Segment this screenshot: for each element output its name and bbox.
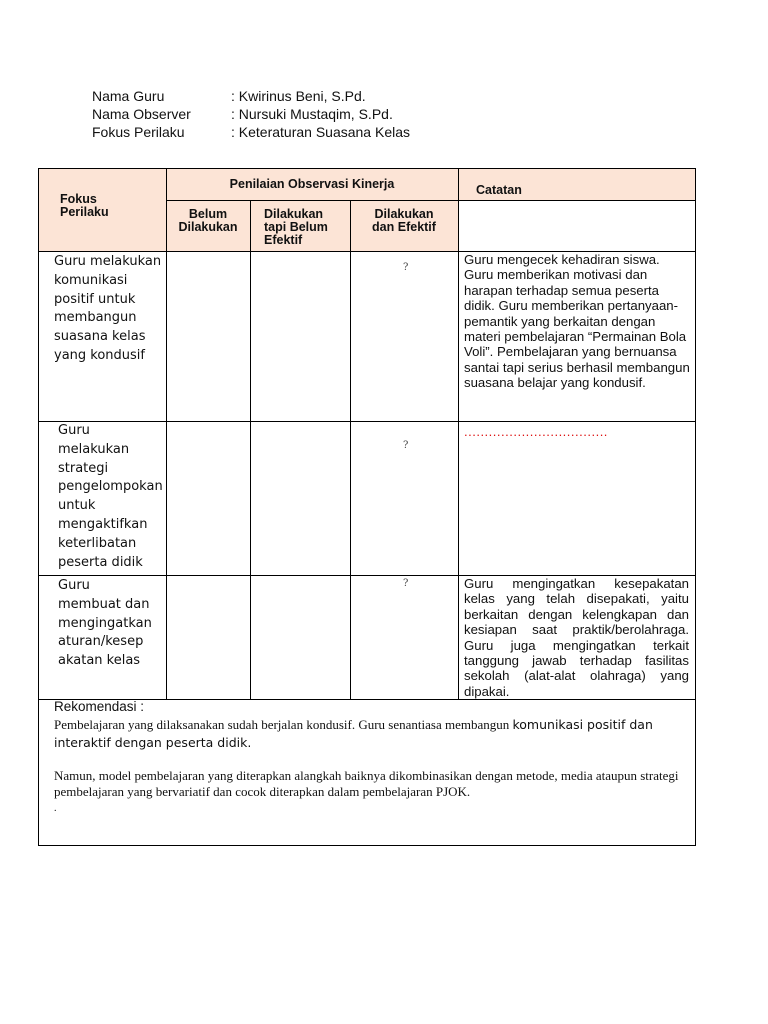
rekomendasi-paragraph-2: Namun, model pembelajaran yang diterapkan alangkah baiknya dikombinasikan dengan metode, media ataupun strategi pembelajaran yang bervariatif dan cocok diterapkan dalam pembelajaran PJOK. [54, 768, 679, 799]
row-3-catatan: Guru mengingatkan kesepakatan kelas yang telah disepakati, yaitu berkaitan dengan kelengkapan dan kesiapan saat praktik/berolahraga. Guru juga mengingatkan terkait tanggung jawab terhadap fasilitas sekolah (alat-alat olahraga) yang dipakai. [464, 576, 689, 699]
subheader-belum-dilakukan: Belum Dilakukan [178, 207, 238, 234]
subheader-dilakukan-efektif: Dilakukan dan Efektif [372, 207, 436, 234]
row-2-fokus: Guru melakukan strategi pengelompokan untuk mengaktifkan keterlibatan peserta didik [58, 423, 163, 570]
header-catatan: Catatan [476, 183, 522, 197]
rekomendasi-p1-part-b: komunikasi positif dan interaktif dengan peserta didik. [54, 717, 653, 750]
info-value: : Kwirinus Beni, S.Pd. [231, 88, 366, 104]
info-label: Nama Guru [92, 88, 165, 104]
observation-table [38, 168, 696, 846]
info-label: Fokus Perilaku [92, 124, 185, 140]
rekomendasi-label: Rekomendasi : [54, 699, 145, 714]
rekomendasi-paragraph-1 [54, 716, 684, 752]
rekomendasi-end: . [54, 803, 57, 814]
row-2-catatan-placeholder: ................................... [464, 424, 608, 439]
header-fokus-perilaku: Fokus Perilaku [60, 192, 109, 219]
row-2-check-mark: ? [403, 440, 409, 451]
subheader-dilakukan-belum-efektif: Dilakukan tapi Belum Efektif [264, 207, 328, 247]
row-1-catatan: Guru mengecek kehadiran siswa. Guru memberikan motivasi dan harapan terhadap semua peserta didik. Guru memberikan pertanyaan-pemantik yang berkaitan dengan materi pembelajaran “Permainan Bola Voli”. Pembelajaran yang bernuansa santai tapi serius berhasil membangun suasana belajar yang kondusif. [464, 252, 690, 391]
rekomendasi-p1-part-a: Pembelajaran yang dilaksanakan sudah berjalan kondusif. Guru senantiasa membangun [54, 717, 513, 732]
row-1-check-mark: ? [403, 262, 409, 273]
row-3-fokus: Guru membuat dan mengingatkan aturan/kesep akatan kelas [58, 578, 152, 669]
info-value: : Keteraturan Suasana Kelas [231, 124, 411, 140]
row-1-fokus: Guru melakukan komunikasi positif untuk membangun suasana kelas yang kondusif [54, 254, 162, 363]
row-3-check-mark: ? [403, 578, 409, 589]
header-penilaian: Penilaian Observasi Kinerja [229, 177, 395, 191]
info-label: Nama Observer [92, 106, 191, 122]
info-value: : Nursuki Mustaqim, S.Pd. [231, 106, 393, 122]
